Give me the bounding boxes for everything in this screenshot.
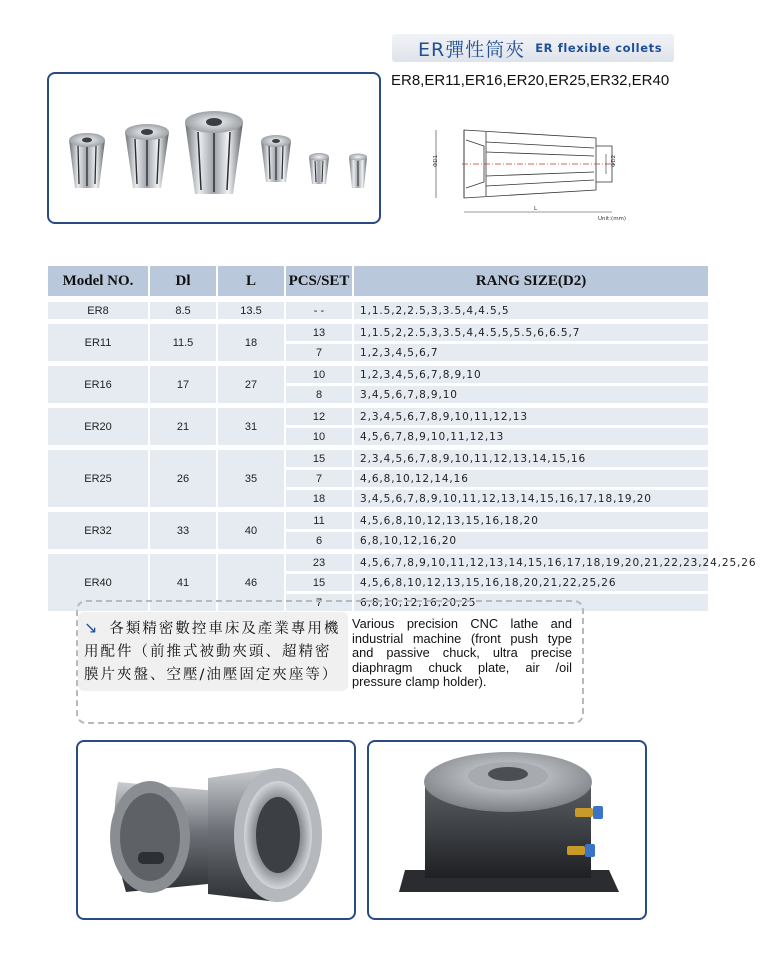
pcs-cell: 11 (286, 512, 352, 529)
pcs-cell: 18 (286, 490, 352, 507)
collets-photo-frame (47, 72, 381, 224)
collets-photo (49, 74, 379, 222)
pcs-cell: 15 (286, 574, 352, 591)
range-cell: 6,8,10,12,16,20,25 (354, 594, 708, 611)
l-cell: 40 (218, 512, 284, 549)
pcs-cell: 10 (286, 366, 352, 383)
pcs-cell: 8 (286, 386, 352, 403)
range-cell: 4,5,6,7,8,9,10,11,12,13,14,15,16,17,18,19,20,21,22,23,24,25,26 (354, 554, 708, 571)
title-cn: ER彈性筒夾 (418, 38, 526, 61)
chuck-photo-frame (76, 740, 356, 920)
pcs-cell: - - (286, 302, 352, 319)
l-cell: 46 (218, 554, 284, 611)
range-cell: 1,2,3,4,5,6,7 (354, 344, 708, 361)
range-cell: 6,8,10,12,16,20 (354, 532, 708, 549)
pcs-cell: 7 (286, 344, 352, 361)
pcs-cell: 7 (286, 594, 352, 611)
range-cell: 4,6,8,10,12,14,16 (354, 470, 708, 487)
models-list: ER8,ER11,ER16,ER20,ER25,ER32,ER40 (391, 72, 670, 89)
table-group (48, 324, 708, 361)
pcs-cell: 23 (286, 554, 352, 571)
model-cell: ER8 (48, 302, 148, 319)
table-group (48, 408, 708, 445)
model-cell: ER40 (48, 554, 148, 611)
range-cell: 3,4,5,6,7,8,9,10,11,12,13,14,15,16,17,18,19,20 (354, 490, 708, 507)
model-cell: ER20 (48, 408, 148, 445)
clamp-holder-photo-frame (367, 740, 647, 920)
header-dl: Dl (150, 266, 216, 296)
l-cell: 35 (218, 450, 284, 507)
pcs-cell: 6 (286, 532, 352, 549)
pcs-cell: 10 (286, 428, 352, 445)
l-cell: 13.5 (218, 302, 284, 319)
title-en: ER flexible collets (535, 41, 663, 55)
header-model: Model NO. (48, 266, 148, 296)
l-cell: 31 (218, 408, 284, 445)
model-cell: ER32 (48, 512, 148, 549)
range-cell: 1,2,3,4,5,6,7,8,9,10 (354, 366, 708, 383)
dl-cell: 41 (150, 554, 216, 611)
diagram-d2-label: ΦD2 (611, 154, 617, 167)
collet-diagram (426, 120, 636, 224)
range-cell: 1,1.5,2,2.5,3,3.5,4,4.5,5 (354, 302, 708, 319)
model-cell: ER11 (48, 324, 148, 361)
table-group (48, 512, 708, 549)
dl-cell: 26 (150, 450, 216, 507)
pcs-cell: 13 (286, 324, 352, 341)
range-cell: 2,3,4,5,6,7,8,9,10,11,12,13 (354, 408, 708, 425)
diagram-unit-label: Unit:(mm) (598, 216, 627, 222)
diagram-d1-label: ΦD1 (433, 154, 439, 167)
header-range: RANG SIZE(D2) (354, 266, 708, 296)
table-group (48, 302, 708, 319)
chuck-photo (78, 742, 354, 918)
range-cell: 4,5,6,8,10,12,13,15,16,18,20,21,22,25,26 (354, 574, 708, 591)
info-cn-block (78, 612, 348, 691)
header-pcs: PCS/SET (286, 266, 352, 296)
clamp-holder-photo (369, 742, 645, 918)
range-cell: 4,5,6,7,8,9,10,11,12,13 (354, 428, 708, 445)
table-group (48, 450, 708, 507)
pcs-cell: 15 (286, 450, 352, 467)
dl-cell: 17 (150, 366, 216, 403)
dl-cell: 21 (150, 408, 216, 445)
info-cn-text: 各類精密數控車床及產業專用機用配件（前推式被動夾頭、超精密膜片夾盤、空壓/油壓固定夾座等） (84, 621, 341, 683)
range-cell: 1,1.5,2,2.5,3,3.5,4,4.5,5,5.5,6,6.5,7 (354, 324, 708, 341)
model-cell: ER16 (48, 366, 148, 403)
l-cell: 27 (218, 366, 284, 403)
range-cell: 2,3,4,5,6,7,8,9,10,11,12,13,14,15,16 (354, 450, 708, 467)
info-en-text: Various precision CNC lathe and industrial machine (front push type and passive chuck, ultra precise diaphragm chuck plate, air /oil pressure clamp holder). (352, 616, 572, 689)
range-cell: 4,5,6,8,10,12,13,15,16,18,20 (354, 512, 708, 529)
table-group (48, 366, 708, 403)
dl-cell: 33 (150, 512, 216, 549)
l-cell: 18 (218, 324, 284, 361)
pcs-cell: 12 (286, 408, 352, 425)
title-banner (392, 34, 674, 62)
dl-cell: 8.5 (150, 302, 216, 319)
range-cell: 3,4,5,6,7,8,9,10 (354, 386, 708, 403)
diagram-l-label: L (534, 206, 538, 212)
header-l: L (218, 266, 284, 296)
dl-cell: 11.5 (150, 324, 216, 361)
model-cell: ER25 (48, 450, 148, 507)
pcs-cell: 7 (286, 470, 352, 487)
arrow-down-right-icon: ↘ (84, 618, 100, 637)
